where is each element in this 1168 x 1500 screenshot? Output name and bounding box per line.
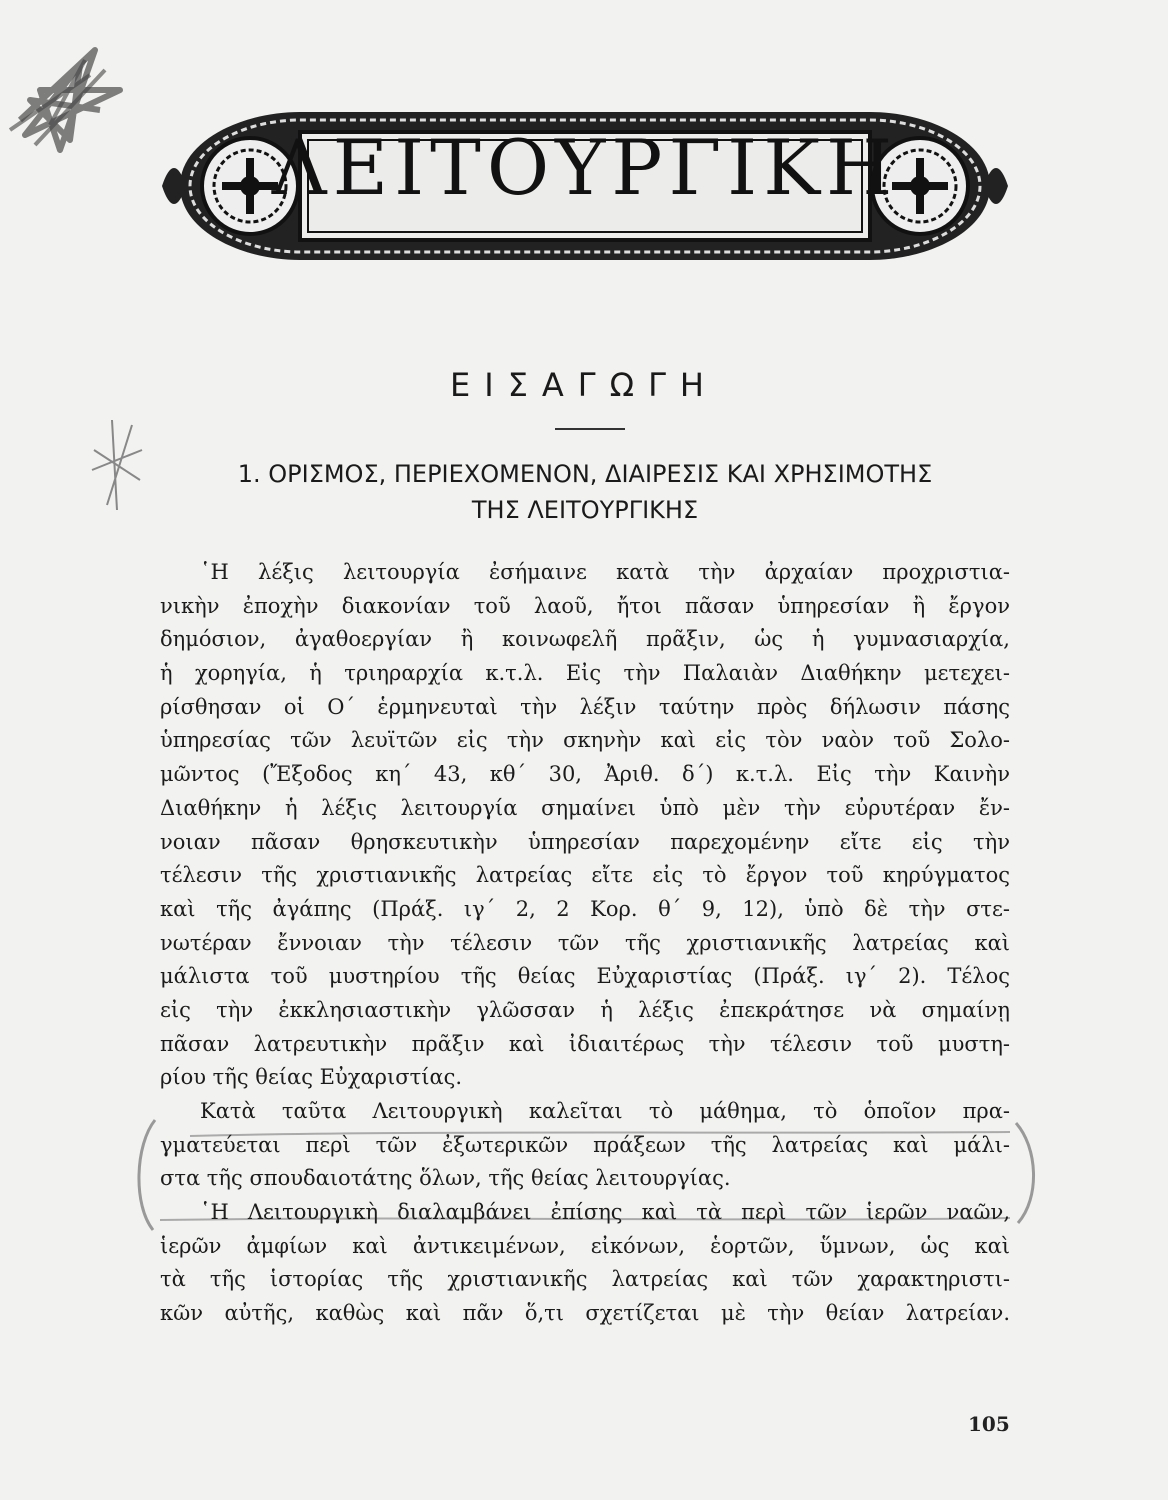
pencil-asterisk-mark bbox=[82, 410, 152, 520]
section-title: ΕΙΣΑΓΩΓΗ bbox=[450, 366, 718, 404]
pencil-bracket-left bbox=[125, 1115, 165, 1235]
text-line: Διαθήκην ἡ λέξις λειτουργία σημαίνει ὑπὸ μὲν τὴν εὐρυτέραν ἔν- bbox=[160, 795, 1010, 820]
text-line: ἡ χορηγία, ἡ τριηραρχία κ.τ.λ. Εἰς τὴν Παλαιὰν Διαθήκην μετεχει- bbox=[160, 661, 1010, 686]
title-divider bbox=[555, 428, 625, 430]
body-text bbox=[160, 556, 1010, 1331]
text-line: τέλεσιν τῆς χριστιανικῆς λατρείας εἴτε εἰς τὸ ἔργον τοῦ κηρύγματος bbox=[160, 863, 1010, 888]
pencil-scribble-mark bbox=[0, 30, 140, 160]
text-line: δημόσιον, ἀγαθοεργίαν ἢ κοινωφελῆ πρᾶξιν, ὡς ἡ γυμνασιαρχία, bbox=[160, 627, 1010, 652]
text-line: μῶντος (Ἔξοδος κη΄ 43, κθ΄ 30, Ἀριθ. δ΄) κ.τ.λ. Εἰς τὴν Καινὴν bbox=[160, 762, 1010, 787]
text-line: ῾Η λέξις λειτουργία ἐσήμαινε κατὰ τὴν ἀρχαίαν προχριστια- bbox=[200, 560, 1010, 584]
text-line: πᾶσαν λατρευτικὴν πρᾶξιν καὶ ἰδιαιτέρως τὴν τέλεσιν τοῦ μυστη- bbox=[160, 1031, 1010, 1056]
text-line: ρίσθησαν οἱ Ο΄ ἑρμηνευταὶ τὴν λέξιν ταύτην πρὸς δήλωσιν πάσης bbox=[160, 694, 1010, 719]
banner-title: ΛΕΙΤΟΥΡΓΙΚΗ bbox=[271, 123, 899, 212]
text-line: κῶν αὐτῆς, καθὼς καὶ πᾶν ὅ,τι σχετίζεται μὲ τὴν θείαν λατρείαν. bbox=[160, 1301, 1010, 1326]
text-line: εἰς τὴν ἐκκλησιαστικὴν γλῶσσαν ἡ λέξις ἐπεκράτησε νὰ σημαίνῃ bbox=[160, 997, 1010, 1022]
chapter-heading-line-1: 1. ΟΡΙΣΜΟΣ, ΠΕΡΙΕΧΟΜΕΝΟΝ, ΔΙΑΙΡΕΣΙΣ ΚΑΙ ΧΡΗΣΙΜΟΤΗΣ bbox=[237, 460, 933, 488]
text-line: νικὴν ἐποχὴν διακονίαν τοῦ λαοῦ, ἤτοι πᾶσαν ὑπηρεσίαν ἢ ἔργον bbox=[160, 593, 1010, 618]
ornamental-title-banner bbox=[160, 102, 1010, 270]
text-line: ἱερῶν ἀμφίων καὶ ἀντικειμένων, εἰκόνων, ἑορτῶν, ὕμνων, ὡς καὶ bbox=[160, 1233, 1010, 1258]
chapter-heading bbox=[160, 456, 1010, 528]
chapter-heading-line-2: ΤΗΣ ΛΕΙΤΟΥΡΓΙΚΗΣ bbox=[471, 496, 699, 524]
text-line: νωτέραν ἔννοιαν τὴν τέλεσιν τῶν τῆς χριστιανικῆς λατρείας καὶ bbox=[160, 930, 1010, 955]
text-line: Κατὰ ταῦτα Λειτουργικὴ καλεῖται τὸ μάθημα, τὸ ὁποῖον πρα- bbox=[200, 1099, 1010, 1123]
text-line: ὑπηρεσίας τῶν λευϊτῶν εἰς τὴν σκηνὴν καὶ εἰς τὸν ναὸν τοῦ Σολο- bbox=[160, 728, 1010, 753]
text-line: μάλιστα τοῦ μυστηρίου τῆς θείας Εὐχαριστίας (Πράξ. ιγ΄ 2). Τέλος bbox=[160, 964, 1010, 989]
text-line: ρίου τῆς θείας Εὐχαριστίας. bbox=[160, 1065, 463, 1090]
text-line: νοιαν πᾶσαν θρησκευτικὴν ὑπηρεσίαν παρεχομένην εἴτε εἰς τὴν bbox=[160, 829, 1010, 854]
text-line: καὶ τῆς ἀγάπης (Πράξ. ιγ΄ 2, 2 Κορ. θ΄ 9, 12), ὑπὸ δὲ τὴν στε- bbox=[160, 896, 1010, 921]
page-number: 105 bbox=[968, 1412, 1010, 1436]
text-line: γματεύεται περὶ τῶν ἐξωτερικῶν πράξεων τῆς λατρείας καὶ μάλι- bbox=[160, 1132, 1010, 1157]
text-line: ῾Η Λειτουργικὴ διαλαμβάνει ἐπίσης καὶ τὰ περὶ τῶν ἱερῶν ναῶν, bbox=[200, 1200, 1010, 1225]
text-line: στα τῆς σπουδαιοτάτης ὅλων, τῆς θείας λειτουργίας. bbox=[160, 1166, 731, 1191]
text-line: τὰ τῆς ἱστορίας τῆς χριστιανικῆς λατρείας καὶ τῶν χαρακτηριστι- bbox=[160, 1267, 1010, 1292]
